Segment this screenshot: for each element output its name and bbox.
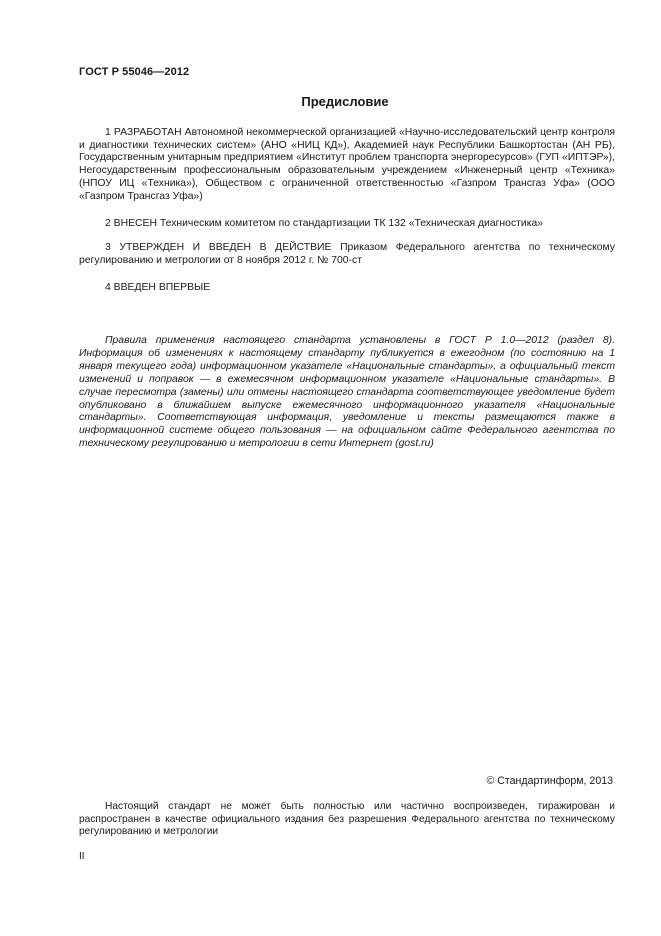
item-lead: ВВЕДЕН ВПЕРВЫЕ: [113, 282, 211, 293]
copyright-line: © Стандартинформ, 2013: [486, 775, 613, 787]
foreword-item-2: [79, 218, 615, 231]
page-title: Предисловие: [301, 94, 389, 109]
item-number: 3: [105, 242, 111, 253]
item-text: Техническим комитетом по стандартизации ТК 132 «Техническая диагностика»: [159, 218, 544, 229]
item-number: 2: [105, 218, 111, 229]
item-lead: ВНЕСЕН: [113, 218, 157, 229]
foreword-item-1: [79, 127, 615, 203]
item-lead: РАЗРАБОТАН: [113, 127, 182, 138]
item-text: Приказом Федерального агентства по техническому регулированию и метрологии от 8 ноября 2012 г. № 700-ст: [79, 242, 615, 266]
rules-note: Правила применения настоящего стандарта установлены в ГОСТ Р 1.0—2012 (раздел 8). Информация об изменениях к настоящему стандарту публикуется в ежегодном (по состоянию на 1 января текущего года) информационном указателе «Национальные стандарты», а официальный текст изменений и поправок — в ежемесячном информационном указателе «Национальные стандарты». В случае пересмотра (замены) или отмены настоящего стандарта соответствующее уведомление будет опубликовано в ближайшем выпуске ежемесячного информационного указателя «Национальные стандарты». Соответствующая информация, уведомление и тексты размещаются также в информационной системе общего пользования — на официальном сайте Федерального агентства по техническому регулированию и метрологии в сети Интернет (gost.ru): [79, 335, 615, 450]
reproduction-notice: Настоящий стандарт не может быть полностью или частично воспроизведен, тиражирован и распространен в качестве официального издания без разрешения Федерального агентства по техническому регулированию и метрологии: [79, 801, 615, 838]
document-id: ГОСТ Р 55046—2012: [79, 66, 190, 78]
page-number: II: [79, 851, 85, 862]
item-number: 1: [105, 127, 111, 138]
foreword-item-4: [79, 282, 615, 295]
item-text: Автономной некоммерческой организацией «Научно-исследовательский центр контроля и диагностики технических систем» (АНО «НИЦ КД»), Академией наук Республики Башкортостан (АН РБ), Государственным унитарным предприятием «Институт проблем транспорта энергоресурсов» (ГУП «ИПТЭР»), Негосударственным профессиональным образовательным учреждением «Инженерный центр «Техника» (НПОУ ИЦ «Техника»), Обществом с ограниченной ответственностью «Газпром Трансгаз Уфа» (ООО «Газпром Трансгаз Уфа»): [79, 127, 616, 202]
item-number: 4: [105, 282, 111, 293]
foreword-item-3: [79, 242, 615, 267]
item-lead: УТВЕРЖДЕН И ВВЕДЕН В ДЕЙСТВИЕ: [119, 242, 332, 253]
